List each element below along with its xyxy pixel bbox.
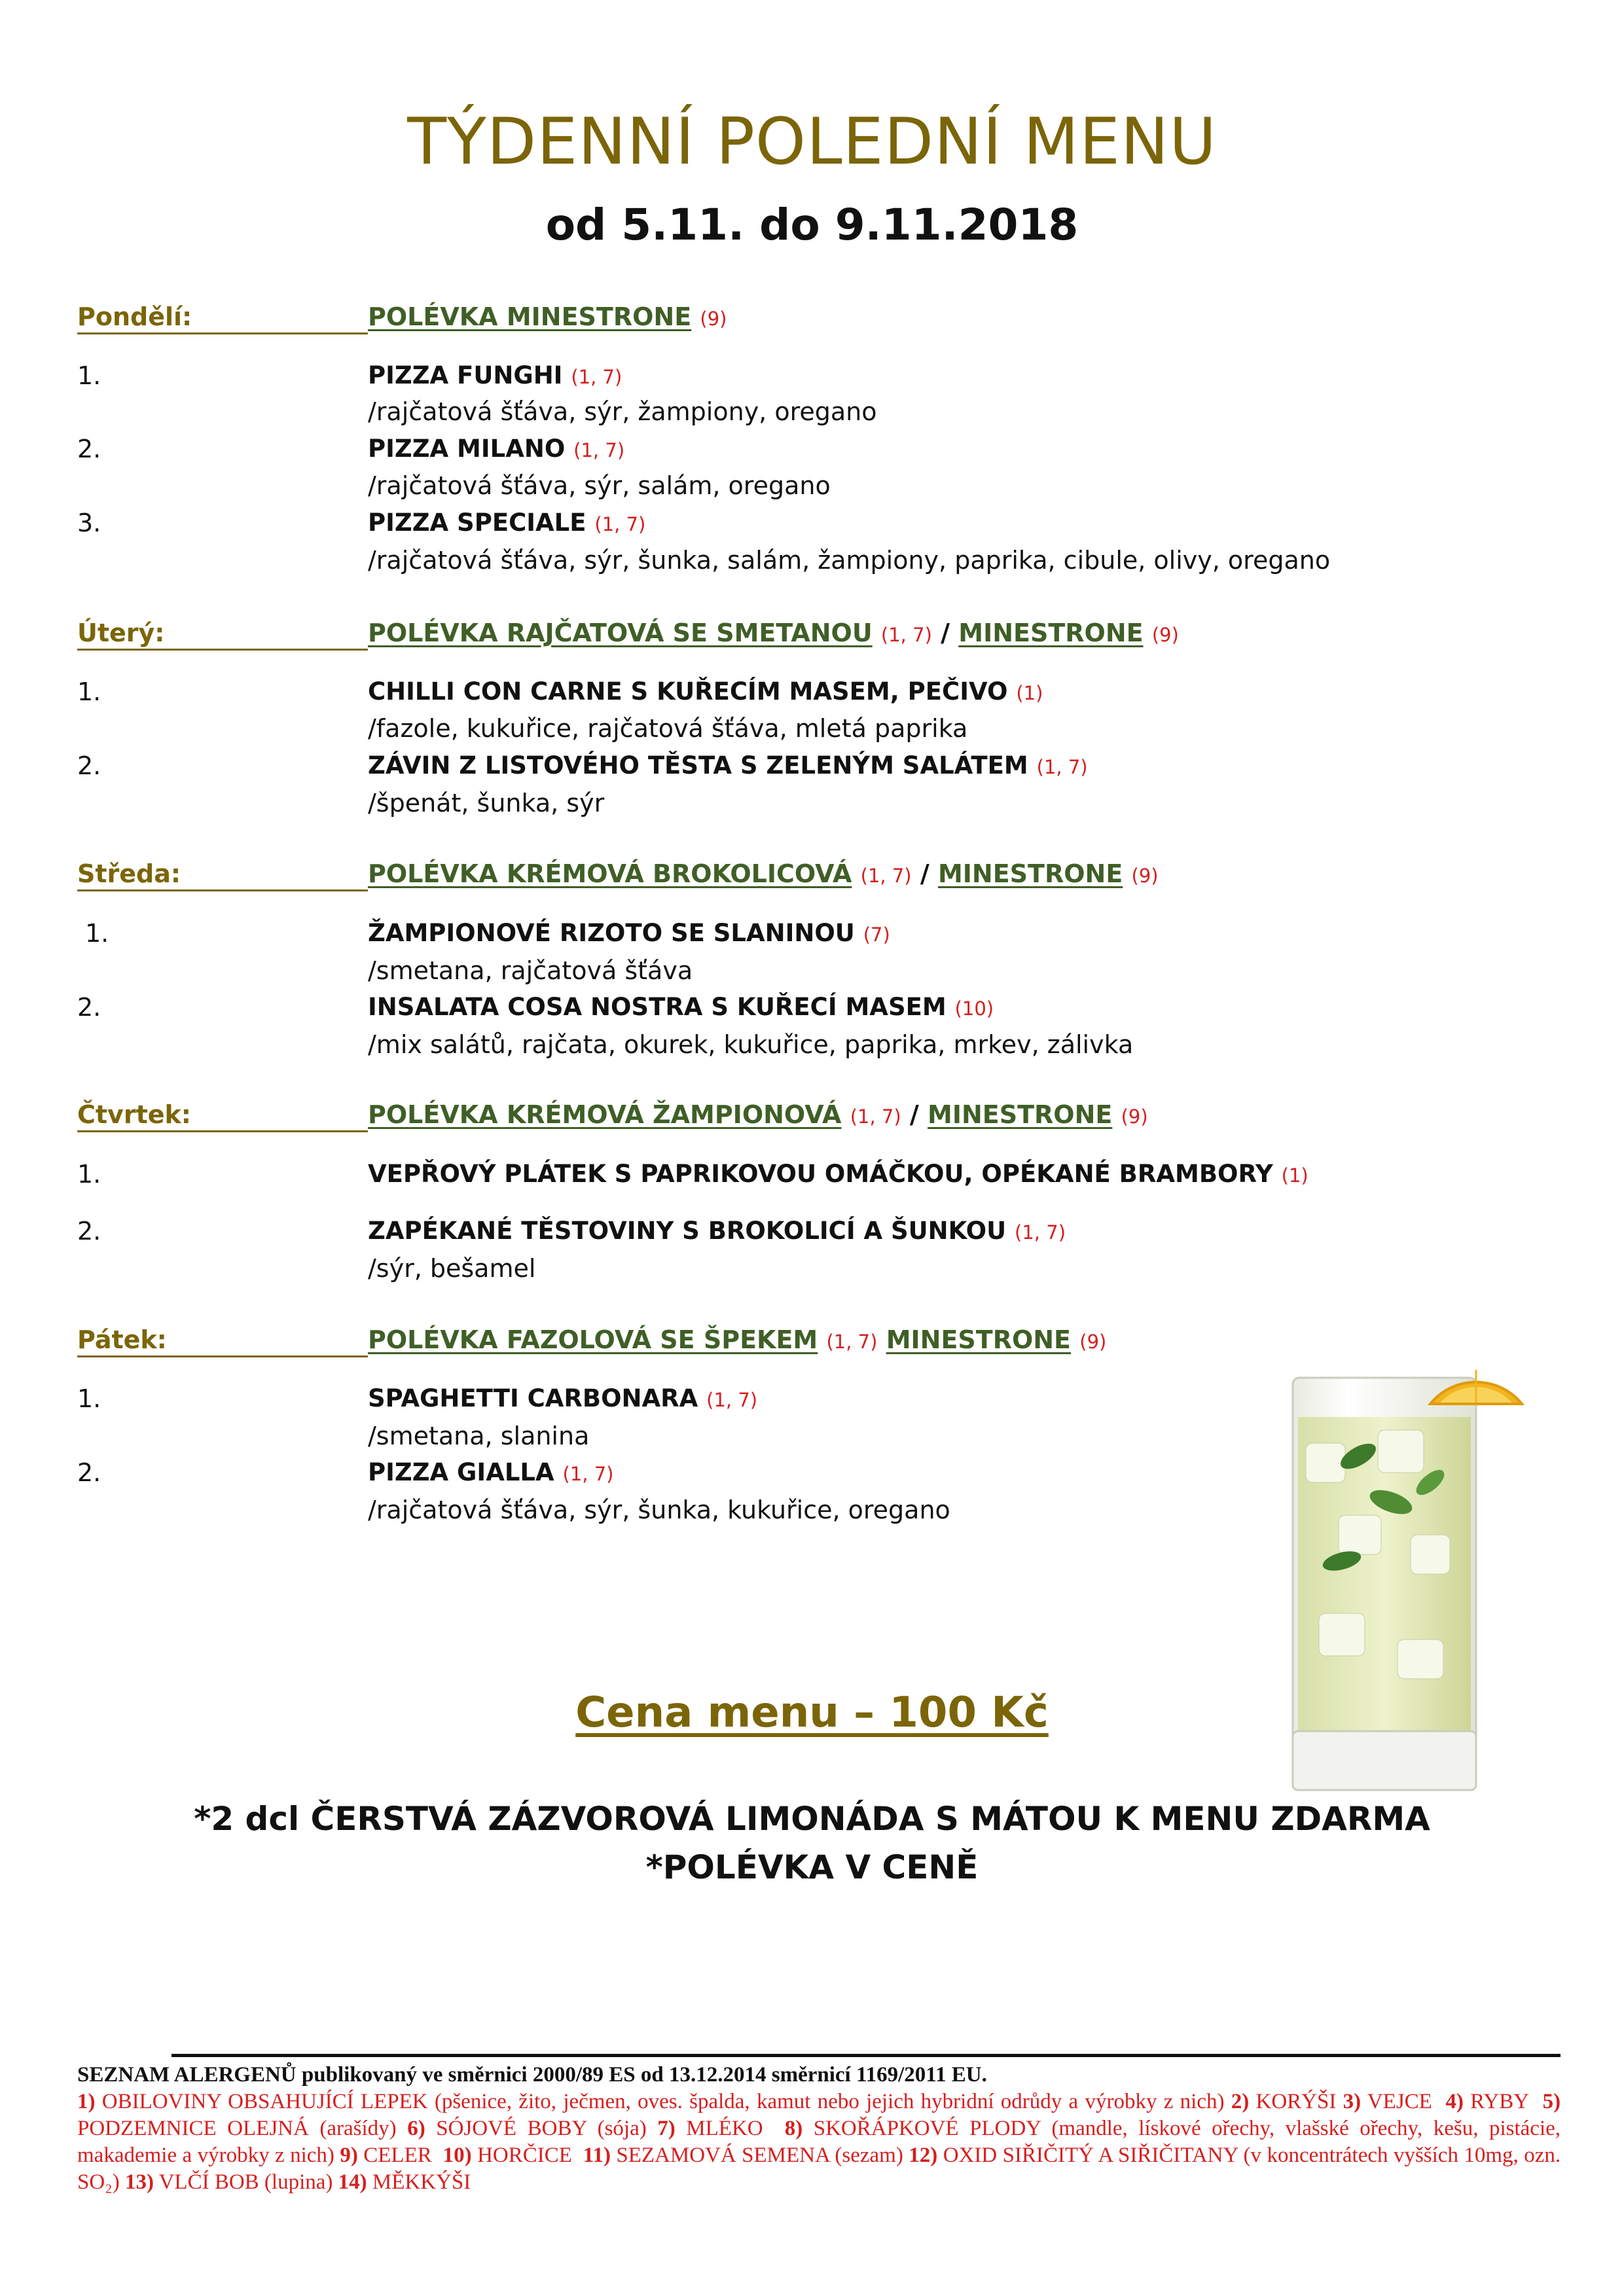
dish-name: ZÁVIN Z LISTOVÉHO TĚSTA S ZELENÝM SALÁTEM (1, 7) [368, 751, 1088, 780]
dish-allergens: (1) [1281, 1164, 1308, 1187]
soup-separator: / [909, 1100, 919, 1129]
dish-name: ZAPÉKANÉ TĚSTOVINY S BROKOLICÍ A ŠUNKOU (1, 7) [368, 1217, 1066, 1245]
dish-number: 2. [77, 1458, 101, 1487]
dish-number: 2. [77, 1217, 101, 1246]
promo-lemonade: *2 dcl ČERSTVÁ ZÁZVOROVÁ LIMONÁDA S MÁTOU K MENU ZDARMA [194, 1800, 1430, 1838]
dish-number: 1. [77, 1384, 101, 1413]
allergen-heading: SEZNAM ALERGENŮ publikovaný ve směrnici 2000/89 ES od 13.12.2014 směrnicí 1169/2011 EU. [77, 2063, 987, 2087]
soup-allergens: (1, 7) [880, 624, 932, 646]
allergen-list: SEZNAM ALERGENŮ publikovaný ve směrnici 2000/89 ES od 13.12.2014 směrnicí 1169/2011 EU. 1) OBILOVINY OBSAHUJÍCÍ LEPEK (pšenice, žito, ječmen, oves. špalda, kamut nebo jejich hybridní odrůdy a výrobky z nich) 2) KORÝŠI 3) VEJCE 4) RYBY 5) PODZEMNICE OLEJNÁ (arašídy) 6) SÓJOVÉ BOBY (sója) 7) MLÉKO 8) SKOŘÁPKOVÉ PLODY (mandle, lískové ořechy, vlašské ořechy, kešu, pistácie, makademie a výrobky z nich) 9) CELER 10) HORČICE 11) SEZAMOVÁ SEMENA (sezam) 12) OXID SIŘIČITÝ A SIŘIČITANY (v koncentrátech vyšších 10mg, ozn. SO₂) 13) VLČÍ BOB (lupina) 14) MĚKKÝŠI [77, 2063, 1561, 2194]
soup-allergens: (1, 7) [850, 1105, 901, 1128]
soup-allergens: (1, 7) [860, 865, 912, 887]
dish-name: ŽAMPIONOVÉ RIZOTO SE SLANINOU (7) [368, 919, 890, 947]
dish-name: SPAGHETTI CARBONARA (1, 7) [368, 1384, 758, 1412]
soup-name: POLÉVKA KRÉMOVÁ BROKOLICOVÁ [368, 859, 852, 888]
dish-allergens: (1, 7) [594, 513, 646, 535]
dish-number: 3. [77, 509, 101, 537]
dish-description: /smetana, slanina [368, 1422, 590, 1450]
dish-number: 1. [77, 1160, 101, 1189]
dish-number: 2. [77, 993, 101, 1022]
soup-name: MINESTRONE [937, 859, 1123, 888]
dish-number: 1. [85, 919, 109, 948]
dish-name: VEPŘOVÝ PLÁTEK S PAPRIKOVOU OMÁČKOU, OPÉKANÉ BRAMBORY (1) [368, 1160, 1308, 1188]
soup-line-tuesday [368, 619, 1179, 647]
soup-line-monday [368, 302, 727, 331]
soup-allergens: (9) [1079, 1331, 1107, 1353]
dish-allergens: (1, 7) [571, 366, 623, 388]
day-label-wednesday: Středa: [77, 859, 368, 891]
dish-number: 2. [77, 751, 101, 780]
dish-name: PIZZA FUNGHI (1, 7) [368, 361, 623, 389]
soup-name: POLÉVKA RAJČATOVÁ SE SMETANOU [368, 619, 873, 647]
dish-description: /rajčatová šťáva, sýr, šunka, kukuřice, oregano [368, 1496, 950, 1524]
dish-number: 1. [77, 677, 101, 706]
dish-name: PIZZA GIALLA (1, 7) [368, 1458, 614, 1486]
dish-name: CHILLI CON CARNE S KUŘECÍM MASEM, PEČIVO (1) [368, 677, 1043, 706]
day-label-friday: Pátek: [77, 1325, 368, 1357]
dish-description: /špenát, šunka, sýr [368, 789, 605, 817]
soup-line-wednesday [368, 859, 1159, 888]
dish-description: /mix salátů, rajčata, okurek, kukuřice, paprika, mrkev, zálivka [368, 1030, 1134, 1059]
soup-separator: / [920, 859, 929, 888]
day-label-monday: Pondělí: [77, 302, 368, 334]
day-label-tuesday: Úterý: [77, 619, 368, 651]
soup-name: POLÉVKA MINESTRONE [368, 302, 692, 331]
dish-description: /sýr, bešamel [368, 1254, 536, 1283]
dish-allergens: (1, 7) [1015, 1221, 1066, 1244]
soup-allergens: (9) [1131, 865, 1159, 887]
dish-description: /fazole, kukuřice, rajčatová šťáva, mletá paprika [368, 714, 968, 743]
dish-name: PIZZA SPECIALE (1, 7) [368, 509, 646, 537]
promo-soup: *POLÉVKA V CENĚ [645, 1848, 979, 1886]
soup-allergens: (9) [1121, 1105, 1148, 1128]
dish-number: 2. [77, 435, 101, 463]
menu-price: Cena menu – 100 Kč [575, 1689, 1049, 1737]
dish-name: PIZZA MILANO (1, 7) [368, 435, 625, 463]
dish-allergens: (7) [863, 924, 890, 946]
soup-line-friday [368, 1325, 1106, 1354]
dish-allergens: (10) [954, 997, 994, 1020]
dish-description: /rajčatová šťáva, sýr, šunka, salám, žampiony, paprika, cibule, olivy, oregano [368, 546, 1331, 575]
menu-title: TÝDENNÍ POLEDNÍ MENU [407, 105, 1217, 179]
soup-name: POLÉVKA FAZOLOVÁ SE ŠPEKEM [368, 1325, 818, 1354]
soup-separator: / [941, 619, 950, 647]
soup-allergens: (1, 7) [826, 1331, 878, 1353]
dish-number: 1. [77, 361, 101, 390]
dish-description: /smetana, rajčatová šťáva [368, 956, 693, 985]
dish-description: /rajčatová šťáva, sýr, žampiony, oregano [368, 397, 877, 426]
dish-allergens: (1, 7) [706, 1389, 758, 1411]
soup-line-thursday [368, 1100, 1148, 1129]
footer-divider [171, 2054, 1561, 2057]
soup-allergens: (9) [1151, 624, 1179, 646]
dish-allergens: (1, 7) [562, 1463, 614, 1485]
soup-allergens: (9) [700, 308, 727, 330]
menu-date-range: od 5.11. do 9.11.2018 [545, 200, 1079, 250]
soup-name: MINESTRONE [958, 619, 1144, 647]
soup-name: POLÉVKA KRÉMOVÁ ŽAMPIONOVÁ [368, 1100, 842, 1129]
soup-name: MINESTRONE [928, 1100, 1113, 1129]
dish-allergens: (1) [1016, 682, 1043, 704]
dish-allergens: (1, 7) [1036, 756, 1088, 778]
day-label-thursday: Čtvrtek: [77, 1100, 368, 1132]
dish-description: /rajčatová šťáva, sýr, salám, oregano [368, 471, 831, 500]
dish-allergens: (1, 7) [573, 439, 625, 461]
dish-name: INSALATA COSA NOSTRA S KUŘECÍ MASEM (10) [368, 993, 994, 1021]
soup-name: MINESTRONE [886, 1325, 1072, 1354]
